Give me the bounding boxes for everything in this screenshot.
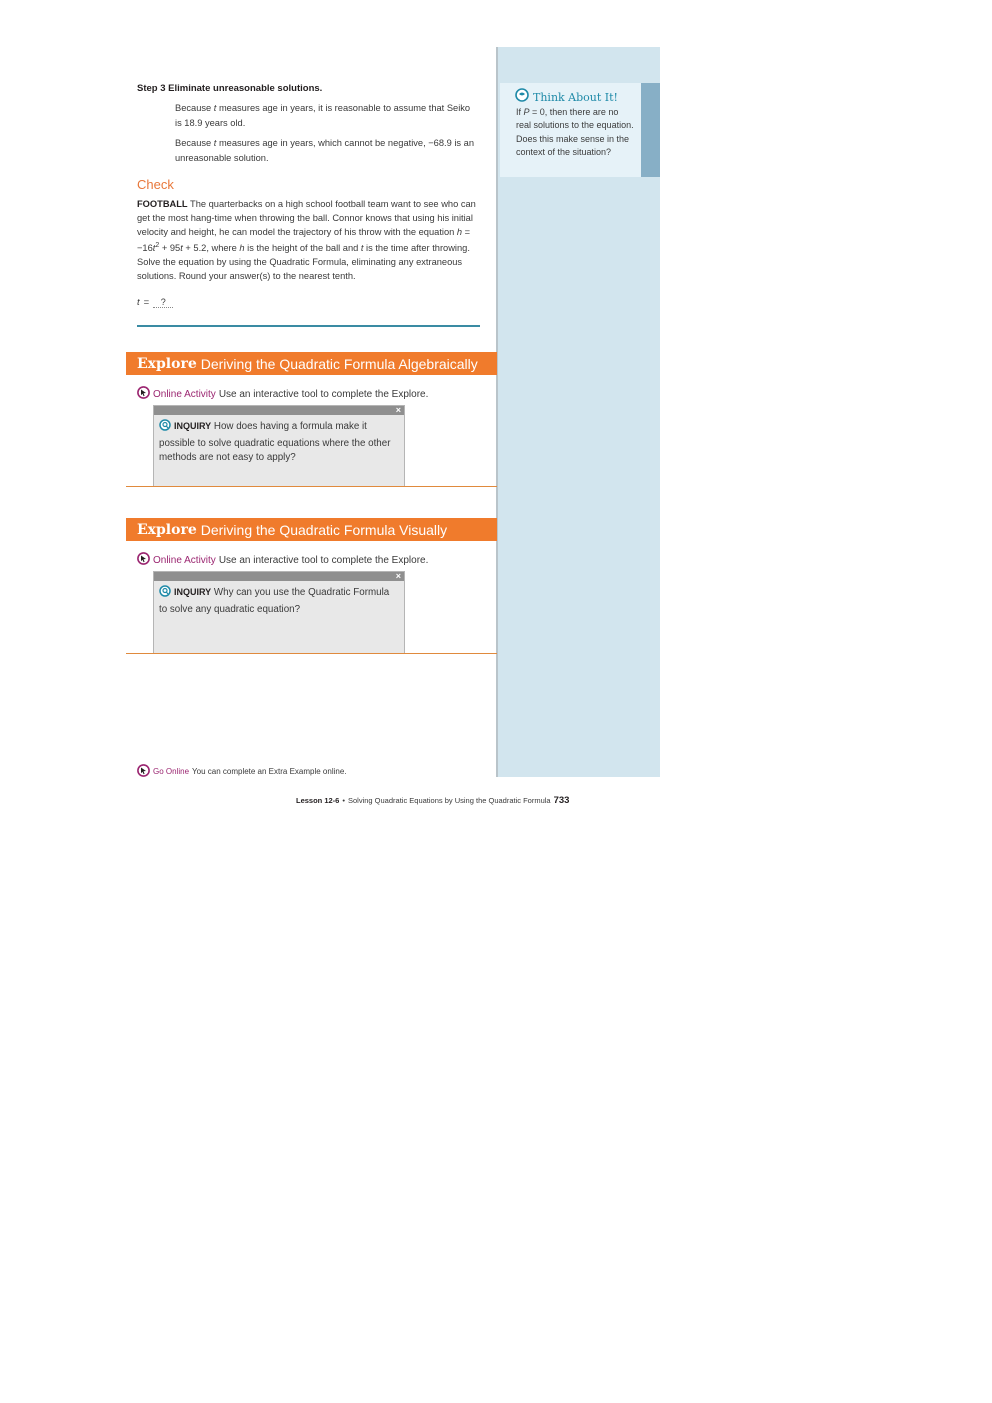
go-online-row: [137, 764, 347, 779]
answer-row: [137, 297, 173, 308]
inquiry-icon: [159, 419, 171, 437]
online-activity-row: [137, 552, 428, 568]
explore-label: Explore: [137, 355, 197, 372]
close-icon[interactable]: ×: [395, 571, 401, 581]
close-icon[interactable]: ×: [395, 405, 401, 415]
online-activity-text: Use an interactive tool to complete the Explore.: [218, 554, 429, 566]
online-activity-link[interactable]: Online Activity: [153, 554, 216, 566]
think-about-it-title: Think About It!: [533, 91, 618, 104]
online-activity-text: Use an interactive tool to complete the Explore.: [218, 388, 429, 400]
page-footer: [296, 795, 569, 806]
explore-visual-banner: [126, 518, 497, 541]
answer-variable: t: [137, 297, 140, 308]
panel-titlebar: [154, 572, 404, 581]
check-problem-text: FOOTBALL The quarterbacks on a high school football team want to see who can get the most hang-time when throwing the ball. Connor knows that using his initial velocity and height, he can model the trajectory of his throw with the equation $h = -16t^2 + 95t + 5.2$, where h is the height of the ball and t is the time after throwing. Solve the equation by using the Quadratic Formula, eliminating any extraneous solutions. Round your answer(s) to the nearest tenth.: [137, 199, 476, 282]
inquiry-icon: [159, 585, 171, 603]
online-activity-icon[interactable]: [137, 552, 150, 568]
explore-title: Deriving the Quadratic Formula Visually: [200, 521, 448, 538]
check-divider: [137, 325, 480, 327]
explore-label: Explore: [137, 521, 197, 538]
check-heading: Check: [137, 177, 174, 192]
go-online-text: You can complete an Extra Example online.: [192, 767, 347, 776]
go-online-link[interactable]: Go Online: [153, 767, 190, 776]
think-bubble-icon: [515, 88, 529, 107]
step3-paragraph-2: Because t measures age in years, which cannot be negative, −68.9 is an unreasonable solution.: [175, 138, 474, 163]
footer-lesson: Lesson 12-6: [296, 796, 340, 805]
page-number: 733: [553, 795, 570, 806]
answer-equals: =: [143, 297, 150, 308]
think-about-it-text: If P = 0, then there are no real solutions to the equation. Does this make sense in the context of the situation?: [516, 107, 634, 157]
panel-titlebar: [154, 406, 404, 415]
inquiry-text: INQUIRY Why can you use the Quadratic Formula to solve any quadratic equation?: [159, 587, 390, 615]
explore-algebraic-banner: [126, 352, 497, 375]
go-online-icon[interactable]: [137, 764, 150, 779]
online-activity-icon[interactable]: [137, 386, 150, 402]
footer-title: Solving Quadratic Equations by Using the Quadratic Formula: [348, 796, 551, 805]
think-about-it-tab: [641, 83, 660, 177]
online-activity-row: [137, 386, 428, 402]
online-activity-link[interactable]: Online Activity: [153, 388, 216, 400]
explore-activity-panel[interactable]: [153, 405, 405, 487]
inquiry-text: INQUIRY How does having a formula make it possible to solve quadratic equations where the other methods are not easy to apply?: [159, 421, 391, 463]
explore-divider: [126, 653, 497, 654]
explore-activity-panel[interactable]: [153, 571, 405, 654]
think-about-it-header: [515, 88, 618, 107]
step3-heading: Step 3 Eliminate unreasonable solutions.: [137, 83, 323, 94]
step3-paragraph-1: Because t measures age in years, it is reasonable to assume that Seiko is 18.9 years old.: [175, 103, 471, 128]
explore-divider: [126, 486, 497, 487]
footer-separator: •: [342, 796, 345, 805]
answer-blank-input[interactable]: ?: [153, 297, 173, 308]
sidebar-divider: [496, 47, 498, 777]
explore-title: Deriving the Quadratic Formula Algebraically: [200, 355, 478, 372]
